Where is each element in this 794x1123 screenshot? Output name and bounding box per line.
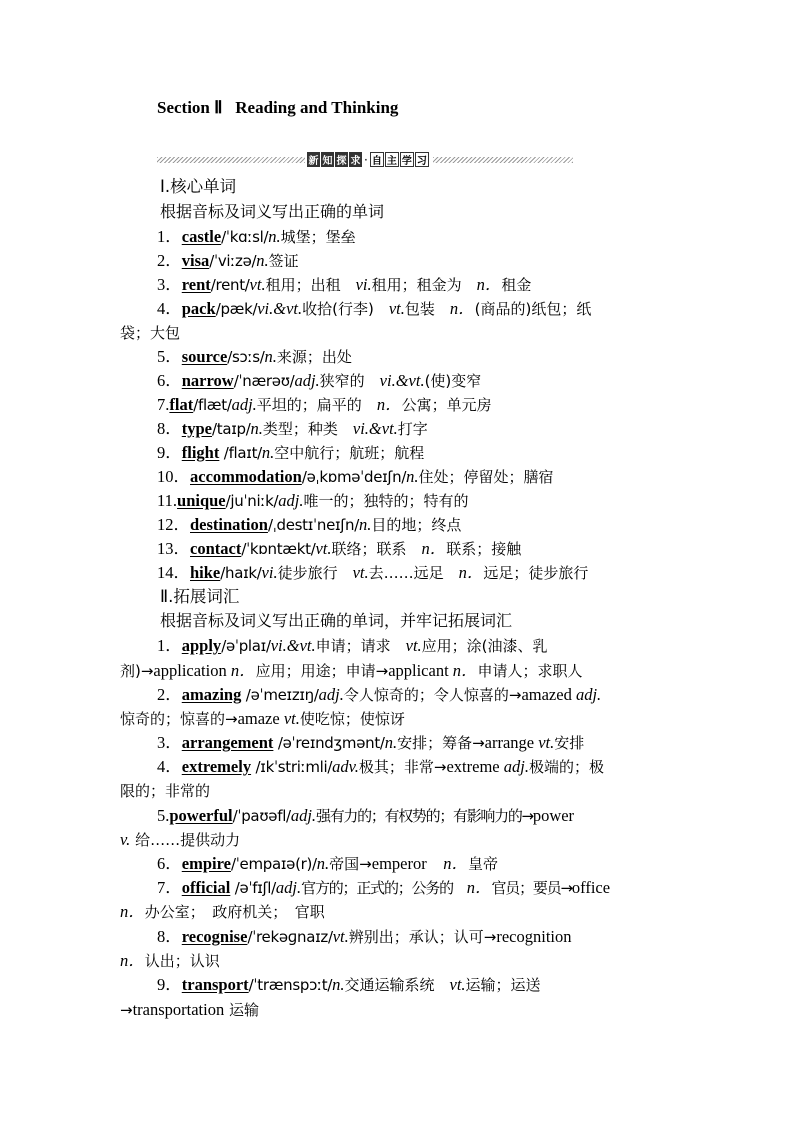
vocab-item: 5．source/sɔːs/n.来源；出处 bbox=[157, 347, 352, 366]
answer-word: source bbox=[181, 347, 228, 366]
vocab-item: 3．arrangement /əˈreɪndʒmənt/n.安排；筹备→arrange vt.安排 bbox=[157, 733, 585, 752]
vocab-item: 7.flat/flæt/adj.平坦的；扁平的 n．公寓；单元房 bbox=[157, 395, 492, 414]
vocab-item-continuation: 袋；大包 bbox=[120, 324, 181, 342]
answer-word: apply bbox=[181, 636, 222, 655]
vocab-item: 2．visa/ˈviːzə/n.签证 bbox=[157, 251, 299, 270]
answer-word: rent bbox=[181, 275, 211, 294]
vocab-item: 9．flight /flaɪt/n.空中航行；航班；航程 bbox=[157, 443, 425, 462]
section2-instruction: 根据音标及词义写出正确的单词，并牢记拓展词汇 bbox=[160, 611, 513, 630]
banner-char: 习 bbox=[415, 152, 429, 167]
answer-word: arrangement bbox=[181, 733, 274, 752]
vocab-item-continuation: 限的；非常的 bbox=[120, 782, 211, 800]
banner-char: 探 bbox=[335, 152, 348, 167]
banner-char: 主 bbox=[385, 152, 399, 167]
answer-word: recognise bbox=[181, 927, 248, 946]
vocab-item-continuation: →transportation 运输 bbox=[120, 1000, 260, 1019]
banner-char: 新 bbox=[307, 152, 320, 167]
vocab-item: 8．type/taɪp/n.类型；种类 vi.&vt.打字 bbox=[157, 419, 428, 438]
answer-word: hike bbox=[190, 563, 221, 582]
vocab-item: 1．castle/ˈkɑːsl/n.城堡；堡垒 bbox=[157, 227, 356, 246]
answer-word: type bbox=[181, 419, 212, 438]
section2-heading: Ⅱ.拓展词汇 bbox=[160, 587, 240, 606]
vocab-item: 1．apply/əˈplaɪ/vi.&vt.申请；请求 vt.应用；涂(油漆、乳 bbox=[157, 636, 548, 655]
vocab-item: 5.powerful/ˈpaʊəfl/adj.强有力的；有权势的；有影响力的→power bbox=[157, 806, 575, 825]
vocab-item: 12．destination/ˌdestɪˈneɪʃn/n.目的地；终点 bbox=[157, 515, 462, 534]
vocab-item-continuation: 惊奇的；惊喜的→amaze vt.使吃惊；使惊讶 bbox=[120, 709, 405, 728]
answer-word: extremely bbox=[181, 757, 252, 776]
banner-label bbox=[307, 151, 431, 168]
section-title: Section Ⅱ Reading and Thinking bbox=[157, 98, 399, 117]
vocab-item: 9．transport/ˈtrænspɔːt/n.交通运输系统 vt.运输；运送 bbox=[157, 975, 541, 994]
answer-word: powerful bbox=[169, 806, 233, 825]
vocab-item: 2．amazing /əˈmeɪzɪŋ/adj.令人惊奇的；令人惊喜的→amazed adj. bbox=[157, 685, 602, 704]
answer-word: unique bbox=[177, 491, 226, 510]
vocab-item-continuation: v. 给……提供动力 bbox=[120, 830, 241, 849]
section-banner bbox=[157, 150, 573, 170]
banner-char: 学 bbox=[400, 152, 414, 167]
vocab-item: 6．narrow/ˈnærəʊ/adj.狭窄的 vi.&vt.(使)变窄 bbox=[157, 371, 482, 390]
answer-word: flat bbox=[169, 395, 194, 414]
answer-word: visa bbox=[181, 251, 210, 270]
vocab-item: 14．hike/haɪk/vi.徒步旅行 vt.去……远足 n．远足；徒步旅行 bbox=[157, 563, 589, 582]
vocab-item: 11.unique/juˈniːk/adj.唯一的；独特的；特有的 bbox=[157, 491, 469, 510]
answer-word: castle bbox=[181, 227, 222, 246]
banner-dot: · bbox=[364, 152, 368, 167]
answer-word: destination bbox=[190, 515, 268, 534]
banner-char: 自 bbox=[370, 152, 384, 167]
vocab-item: 3．rent/rent/vt.租用；出租 vi.租用；租金为 n．租金 bbox=[157, 275, 532, 294]
vocab-item: 13．contact/ˈkɒntækt/vt.联络；联系 n．联系；接触 bbox=[157, 539, 522, 558]
vocab-item: 6．empire/ˈempaɪə(r)/n.帝国→emperor n．皇帝 bbox=[157, 854, 498, 873]
answer-word: narrow bbox=[181, 371, 234, 390]
answer-word: flight bbox=[181, 443, 220, 462]
vocab-item: 4．extremely /ɪkˈstriːmli/adv.极其；非常→extreme adj.极端的；极 bbox=[157, 757, 604, 776]
answer-word: amazing bbox=[181, 685, 242, 704]
section1-instruction: 根据音标及词义写出正确的单词 bbox=[160, 202, 385, 221]
banner-char: 知 bbox=[321, 152, 334, 167]
answer-word: contact bbox=[190, 539, 242, 558]
vocab-item-continuation: n．办公室； 政府机关； 官职 bbox=[120, 902, 325, 921]
answer-word: transport bbox=[181, 975, 249, 994]
answer-word: empire bbox=[181, 854, 231, 873]
vocab-item: 10．accommodation/əˌkɒməˈdeɪʃn/n.住处；停留处；膳宿 bbox=[157, 467, 554, 486]
answer-word: accommodation bbox=[190, 467, 302, 486]
vocab-item: 4．pack/pæk/vi.&vt.收拾(行李) vt.包装 n．(商品的)纸包；纸 bbox=[157, 299, 592, 318]
banner-rule-right bbox=[433, 157, 573, 163]
banner-char: 求 bbox=[349, 152, 362, 167]
vocab-item-continuation: 剂)→application n．应用；用途；申请→applicant n．申请人；求职人 bbox=[120, 661, 583, 680]
answer-word: official bbox=[181, 878, 231, 897]
vocab-item: 7．official /əˈfɪʃl/adj.官方的；正式的；公务的 n．官员；要员→office bbox=[157, 878, 611, 897]
banner-rule-left bbox=[157, 157, 305, 163]
answer-word: pack bbox=[181, 299, 216, 318]
section1-heading: Ⅰ.核心单词 bbox=[160, 177, 237, 196]
vocab-item: 8．recognise/ˈrekəɡnaɪz/vt.辨别出；承认；认可→recognition bbox=[157, 927, 572, 946]
vocab-item-continuation: n．认出；认识 bbox=[120, 951, 220, 970]
